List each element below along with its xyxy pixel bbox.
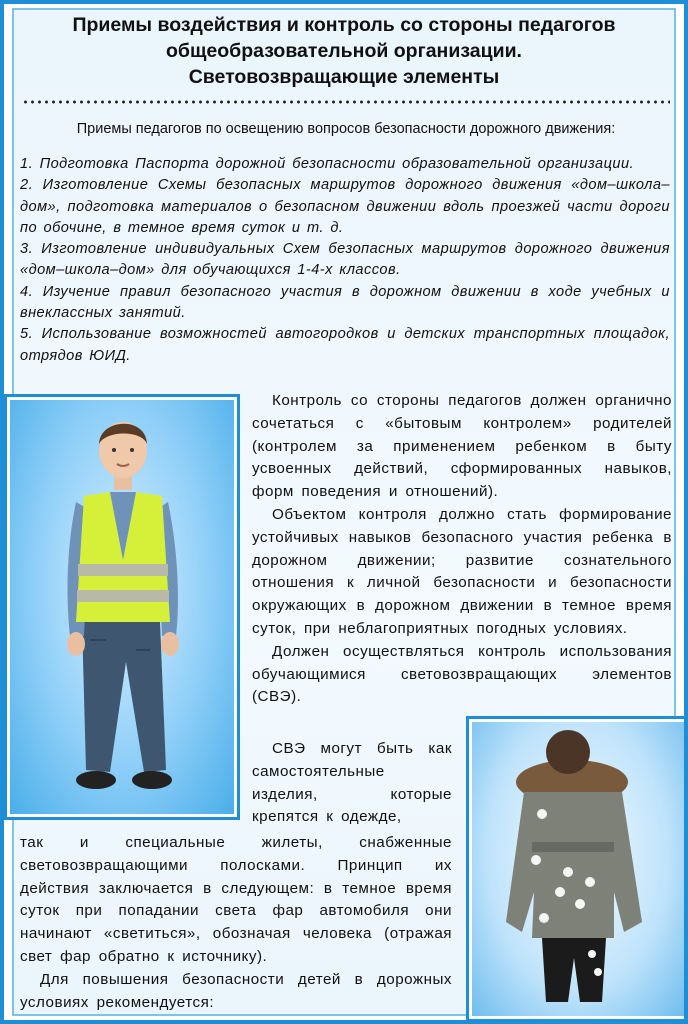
list-item: 4. Изучение правил безопасного участия в дорожном движении в ходе учебных и внеклассных занятий. — [20, 283, 670, 322]
paragraph: Контроль со стороны педагогов должен органично сочетаться с «бытовым контролем» родителей (контролем за применением ребенком в быту усвоенных действий, сформированных навыков, форм поведения и отношений). — [252, 392, 672, 501]
methods-list — [20, 154, 670, 367]
paragraph: Объектом контроля должно стать формирование устойчивых навыков безопасного участия ребенка в дорожном движении; развитие сознательного отношения к личной безопасности и безопасности окружающих в дорожном движении в темное время суток, при неблагоприятных погодных условиях. — [252, 505, 672, 637]
boy-vest-photo — [4, 394, 240, 820]
paragraph: Для повышения безопасности детей в дорожных условиях рекомендуется: — [20, 970, 452, 1011]
paragraph: СВЭ могут быть как самостоятельные изделия, которые крепятся к одежде, — [252, 740, 452, 826]
list-item: 3. Изготовление индивидуальных Схем безопасных маршрутов дорожного движения «дом–школа–дом» для обучающихся 1-4-х классов. — [20, 241, 670, 279]
title-line: Приемы воздействия и контроль со стороны педагогов — [72, 14, 616, 36]
intro-text: Приемы педагогов по освещению вопросов безопасности дорожного движения: — [76, 121, 616, 137]
list-item: 1. Подготовка Паспорта дорожной безопасности образовательной организации. — [20, 156, 635, 172]
paragraph: Должен осуществляться контроль использования обучающимися световозвращающих элементов (СВЭ). — [252, 642, 672, 706]
sve-text-narrow — [252, 738, 452, 829]
reflective-jacket-photo — [466, 716, 684, 1020]
boy-in-vest-illustration — [10, 400, 234, 814]
list-item: 2. Изготовление Схемы безопасных маршрутов дорожного движения «дом–школа–дом», подготовка материалов о безопасном движении вдоль проезжей части дороги по обочине, в темное время суток и т. д. — [20, 177, 670, 236]
control-text-column — [252, 390, 672, 709]
sve-text-bottom — [20, 832, 452, 1014]
page-title — [16, 12, 672, 90]
poster-sheet — [4, 4, 684, 1020]
child-jacket-illustration — [472, 722, 684, 1016]
dotted-divider — [22, 100, 670, 104]
title-line: Световозвращающие элементы — [188, 66, 500, 88]
paragraph: так и специальные жилеты, снабженные световозвращающими полосками. Принцип их действия заключается в следующем: в темное время суток при попадании света фар автомобиля они начинают «светиться», обозначая человека (отражая свет фар обратно к источнику). — [20, 834, 452, 965]
title-line: общеобразовательной организации. — [166, 40, 522, 62]
list-item: 5. Использование возможностей автогородков и детских транспортных площадок, отрядов ЮИД. — [20, 326, 670, 364]
